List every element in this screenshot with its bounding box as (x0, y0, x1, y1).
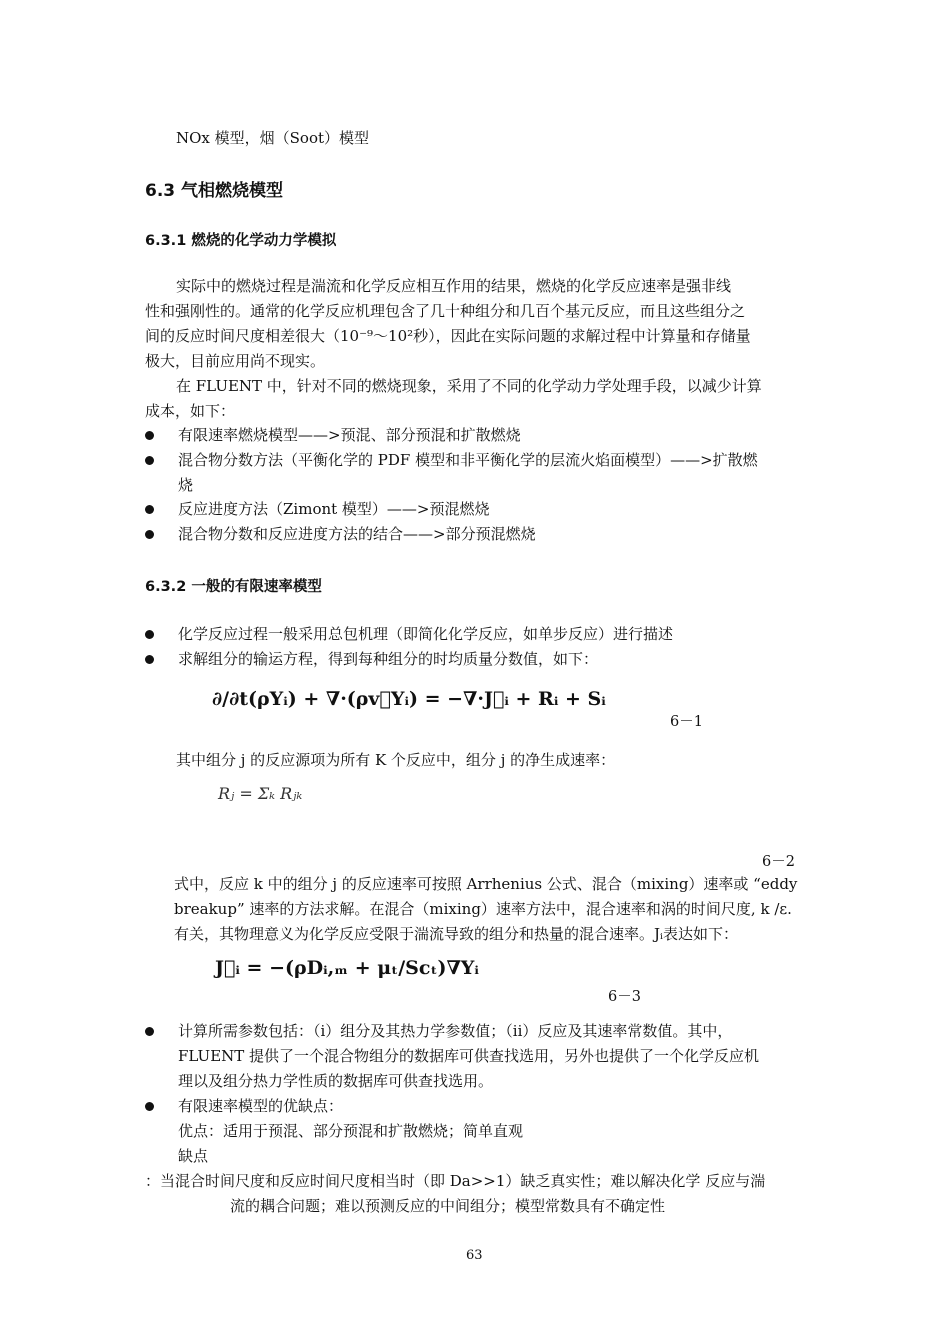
paragraph-line: 实际中的燃烧过程是湍流和化学反应相互作用的结果，燃烧的化学反应速率是强非线 (176, 277, 732, 295)
subsection-heading-6-3-1: 6.3.1 燃烧的化学动力学模拟 (145, 233, 337, 249)
bullet-icon (145, 505, 154, 514)
paragraph-line: 极大，目前应用尚不现实。 (145, 352, 326, 370)
paragraph-line: 间的反应时间尺度相差很大（10⁻⁹～10²秒），因此在实际问题的求解过程中计算量和存储量 (145, 327, 751, 345)
bullet-icon (145, 655, 154, 664)
bullet-icon (145, 1027, 154, 1036)
paragraph-line: 成本，如下： (145, 402, 236, 420)
bullet-icon (145, 1102, 154, 1111)
list-item: 化学反应过程一般采用总包机理（即简化化学反应，如单步反应）进行描述 (178, 625, 674, 643)
bullet-icon (145, 630, 154, 639)
cons-line: ：当混合时间尺度和反应时间尺度相当时（即 Da>>1）缺乏真实性；难以解决化学 反应与湍 (145, 1172, 766, 1190)
equation-number: 6－2 (762, 854, 795, 870)
list-item: 混合物分数方法（平衡化学的 PDF 模型和非平衡化学的层流火焰面模型）——>扩散燃 (178, 451, 758, 469)
list-item-continuation: 烧 (178, 476, 194, 494)
list-item: 计算所需参数包括：（i）组分及其热力学参数值；（ii）反应及其速率常数值。其中， (178, 1022, 733, 1040)
list-item: 反应进度方法（Zimont 模型）——>预混燃烧 (178, 500, 490, 518)
equation-6-3: J⃗ᵢ = −(ρDᵢ,ₘ + μₜ/Scₜ)∇Yᵢ (215, 957, 479, 979)
list-item: 求解组分的输运方程，得到每种组分的时均质量分数值，如下： (178, 650, 599, 668)
subsection-heading-6-3-2: 6.3.2 一般的有限速率模型 (145, 579, 322, 595)
paragraph-line: 有关，其物理意义为化学反应受限于湍流导致的组分和热量的混合速率。Jᵢ表达如下： (174, 925, 739, 943)
bullet-icon (145, 431, 154, 440)
bullet-icon (145, 530, 154, 539)
list-item: 有限速率模型的优缺点： (178, 1097, 344, 1115)
list-item-continuation: 理以及组分热力学性质的数据库可供查找选用。 (178, 1072, 494, 1090)
nox-soot-line: NOx 模型，烟（Soot）模型 (176, 129, 370, 147)
list-item-continuation: FLUENT 提供了一个混合物组分的数据库可供查找选用，另外也提供了一个化学反应机 (178, 1047, 760, 1065)
paragraph-line: 性和强刚性的。通常的化学反应机理包含了几十种组分和几百个基元反应，而且这些组分之 (145, 302, 746, 320)
paragraph-line: 其中组分 j 的反应源项为所有 K 个反应中，组分 j 的净生成速率： (176, 751, 616, 769)
pros-line: 优点：适用于预混、部分预混和扩散燃烧；简单直观 (178, 1122, 524, 1140)
list-item: 有限速率燃烧模型——>预混、部分预混和扩散燃烧 (178, 426, 521, 444)
section-heading: 6.3 气相燃烧模型 (145, 181, 284, 201)
paragraph-line: breakup” 速率的方法求解。在混合（mixing）速率方法中，混合速率和涡的时间尺度, k /ε. (174, 900, 792, 918)
paragraph-line: 式中，反应 k 中的组分 j 的反应速率可按照 Arrhenius 公式、混合（mixing）速率或 “eddy (174, 875, 798, 893)
equation-6-1: ∂/∂t(ρYᵢ) + ∇·(ρv⃗Yᵢ) = −∇·J⃗ᵢ + Rᵢ + Sᵢ (212, 688, 606, 710)
paragraph-line: 在 FLUENT 中，针对不同的燃烧现象，采用了不同的化学动力学处理手段，以减少计算 (176, 377, 762, 395)
bullet-icon (145, 456, 154, 465)
equation-number: 6－1 (670, 714, 703, 730)
equation-number: 6－3 (608, 989, 641, 1005)
equation-6-2: Rⱼ = Σₖ Rⱼₖ (218, 784, 303, 803)
cons-label: 缺点 (178, 1147, 209, 1165)
page-number: 63 (466, 1248, 483, 1263)
list-item: 混合物分数和反应进度方法的结合——>部分预混燃烧 (178, 525, 536, 543)
cons-line: 流的耦合问题；难以预测反应的中间组分；模型常数具有不确定性 (230, 1197, 666, 1215)
